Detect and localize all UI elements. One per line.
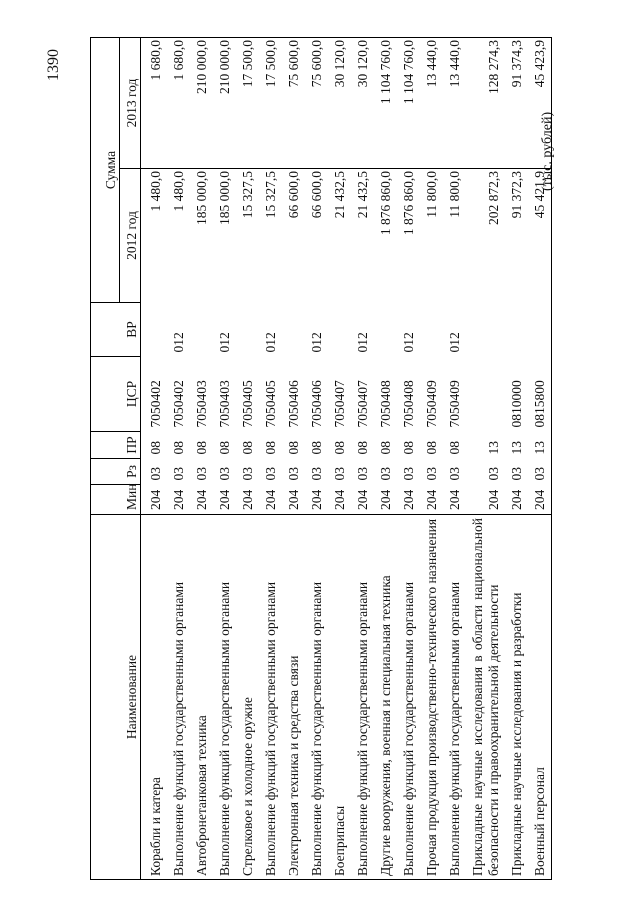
row-rz: 03 <box>194 467 209 481</box>
row-csr <box>463 357 502 432</box>
table-row <box>463 37 502 879</box>
row-name: Автобронетанковая техника <box>187 515 210 880</box>
header-pr: ПР <box>91 432 141 459</box>
row-name: Прикладные научные исследования и разработки <box>502 515 525 880</box>
row-amount-2013: 45 423,9 <box>525 37 552 168</box>
table-row <box>210 37 233 879</box>
row-amount-2012: 21 432,5 <box>348 169 371 303</box>
row-csr: 0810000 <box>509 380 524 428</box>
row-vr: 012 <box>171 332 186 353</box>
row-vr: 012 <box>401 332 416 353</box>
row-name: Выполнение функций государственными органами <box>256 515 279 880</box>
row-vr <box>233 303 256 357</box>
row-min: 204 <box>355 489 370 510</box>
row-name: Выполнение функций государственными органами <box>164 515 187 880</box>
row-amount-2013: 30 120,0 <box>348 37 371 168</box>
row-min: 204 <box>309 489 324 510</box>
row-name: Другие вооружения, военная и специальная техника <box>371 515 394 880</box>
row-amount-2013: 1 680,0 <box>141 37 165 168</box>
row-amount-2013: 17 500,0 <box>233 37 256 168</box>
row-min: 204 <box>486 489 501 510</box>
header-2012: 2012 год <box>120 169 141 303</box>
row-pr: 08 <box>240 441 255 455</box>
row-amount-2012: 1 480,0 <box>141 169 165 303</box>
table-row <box>325 37 348 879</box>
row-amount-2012: 202 872,3 <box>463 169 502 303</box>
row-name: Стрелковое и холодное оружие <box>233 515 256 880</box>
row-amount-2013: 75 600,0 <box>302 37 325 168</box>
table-row <box>525 37 552 879</box>
row-amount-2013: 13 440,0 <box>417 37 440 168</box>
row-min: 204 <box>509 489 524 510</box>
row-vr <box>325 303 348 357</box>
row-rz: 03 <box>217 467 232 481</box>
row-name: Выполнение функций государственными органами <box>210 515 233 880</box>
row-pr: 08 <box>194 441 209 455</box>
row-pr: 08 <box>424 441 439 455</box>
row-name: Прочая продукция производственно-технического назначения <box>417 515 440 880</box>
row-amount-2012: 15 327,5 <box>256 169 279 303</box>
row-rz: 03 <box>148 467 163 481</box>
row-rz: 03 <box>355 467 370 481</box>
row-pr: 13 <box>486 441 501 455</box>
row-amount-2012: 66 600,0 <box>302 169 325 303</box>
table-row <box>141 37 165 879</box>
row-vr: 012 <box>309 332 324 353</box>
row-amount-2013: 128 274,3 <box>463 37 502 168</box>
row-csr: 0815800 <box>525 357 552 432</box>
row-csr: 7050406 <box>309 380 324 428</box>
row-name: Выполнение функций государственными органами <box>302 515 325 880</box>
row-rz: 03 <box>509 467 524 481</box>
table-row <box>164 37 187 879</box>
row-amount-2013: 75 600,0 <box>279 37 302 168</box>
row-rz: 03 <box>486 467 501 481</box>
table-row <box>187 37 210 879</box>
row-amount-2013: 1 680,0 <box>164 37 187 168</box>
row-vr <box>502 303 525 357</box>
row-amount-2013: 210 000,0 <box>210 37 233 168</box>
table-row <box>233 37 256 879</box>
row-pr: 08 <box>309 441 324 455</box>
row-pr: 13 <box>525 432 552 459</box>
row-vr <box>417 303 440 357</box>
row-amount-2012: 91 372,3 <box>502 169 525 303</box>
header-min: Мин <box>91 485 141 515</box>
row-amount-2012: 1 876 860,0 <box>394 169 417 303</box>
row-rz: 03 <box>447 467 462 481</box>
row-amount-2013: 210 000,0 <box>187 37 210 168</box>
row-pr: 08 <box>148 441 163 455</box>
row-amount-2012: 11 800,0 <box>417 169 440 303</box>
row-csr: 7050408 <box>378 380 393 428</box>
row-vr <box>187 303 210 357</box>
budget-table <box>90 37 552 880</box>
header-sum: Сумма <box>91 37 120 302</box>
row-csr: 7050402 <box>148 380 163 428</box>
row-min: 204 <box>378 489 393 510</box>
row-amount-2013: 91 374,3 <box>502 37 525 168</box>
header-vr: ВР <box>91 303 141 357</box>
row-vr <box>371 303 394 357</box>
row-pr: 13 <box>509 441 524 455</box>
table-body <box>141 37 552 879</box>
row-min: 204 <box>148 489 163 510</box>
row-min: 204 <box>332 489 347 510</box>
row-min: 204 <box>171 489 186 510</box>
row-name: Военный персонал <box>525 515 552 880</box>
row-csr: 7050407 <box>332 380 347 428</box>
row-name: Выполнение функций государственными органами <box>394 515 417 880</box>
table-row <box>440 37 463 879</box>
row-vr <box>279 303 302 357</box>
row-csr: 7050406 <box>286 380 301 428</box>
row-vr: 012 <box>217 332 232 353</box>
row-pr: 08 <box>378 441 393 455</box>
row-amount-2013: 30 120,0 <box>325 37 348 168</box>
row-csr: 7050403 <box>217 380 232 428</box>
row-rz: 03 <box>286 467 301 481</box>
row-amount-2012: 15 327,5 <box>233 169 256 303</box>
units-note: (тыс. рублей) <box>540 111 555 191</box>
row-csr: 7050408 <box>401 380 416 428</box>
row-rz: 03 <box>525 459 552 485</box>
row-pr: 08 <box>447 441 462 455</box>
header-rz: Рз <box>91 459 141 485</box>
row-csr: 7050407 <box>355 380 370 428</box>
row-pr: 08 <box>263 441 278 455</box>
row-rz: 03 <box>401 467 416 481</box>
row-amount-2012: 1 480,0 <box>164 169 187 303</box>
row-amount-2012: 21 432,5 <box>325 169 348 303</box>
row-amount-2012: 45 421,9 <box>525 169 552 303</box>
row-vr: 012 <box>263 332 278 353</box>
row-pr: 08 <box>355 441 370 455</box>
row-name: Прикладные научные исследования в области национальной безопасности и правоохранительной деятельности <box>463 515 502 880</box>
row-name: Боеприпасы <box>325 515 348 880</box>
row-csr: 7050403 <box>194 380 209 428</box>
row-vr: 012 <box>355 332 370 353</box>
row-name: Выполнение функций государственными органами <box>440 515 463 880</box>
table-row <box>348 37 371 879</box>
row-pr: 08 <box>171 441 186 455</box>
row-vr <box>525 303 552 357</box>
row-pr: 08 <box>332 441 347 455</box>
row-amount-2012: 185 000,0 <box>210 169 233 303</box>
row-rz: 03 <box>332 467 347 481</box>
row-csr: 7050409 <box>447 380 462 428</box>
row-min: 204 <box>447 489 462 510</box>
row-rz: 03 <box>263 467 278 481</box>
table-row <box>302 37 325 879</box>
row-csr: 7050405 <box>263 380 278 428</box>
row-min: 204 <box>217 489 232 510</box>
row-pr: 08 <box>217 441 232 455</box>
table-row <box>417 37 440 879</box>
row-min: 204 <box>525 485 552 515</box>
row-amount-2012: 185 000,0 <box>187 169 210 303</box>
row-csr: 7050402 <box>171 380 186 428</box>
row-rz: 03 <box>171 467 186 481</box>
row-vr: 012 <box>447 332 462 353</box>
row-min: 204 <box>263 489 278 510</box>
table-row <box>256 37 279 879</box>
row-vr <box>463 303 502 357</box>
header-csr: ЦСР <box>91 357 141 432</box>
row-min: 204 <box>401 489 416 510</box>
row-amount-2013: 17 500,0 <box>256 37 279 168</box>
row-min: 204 <box>424 489 439 510</box>
row-min: 204 <box>286 489 301 510</box>
row-rz: 03 <box>378 467 393 481</box>
row-rz: 03 <box>240 467 255 481</box>
table-row <box>502 37 525 879</box>
row-min: 204 <box>194 489 209 510</box>
row-pr: 08 <box>401 441 416 455</box>
table-row <box>279 37 302 879</box>
row-amount-2012: 66 600,0 <box>279 169 302 303</box>
row-amount-2012: 1 876 860,0 <box>371 169 394 303</box>
row-rz: 03 <box>424 467 439 481</box>
page-number: 1390 <box>45 49 62 81</box>
row-csr: 7050409 <box>424 380 439 428</box>
row-amount-2012: 11 800,0 <box>440 169 463 303</box>
header-2013: 2013 год <box>120 37 141 168</box>
table-row <box>394 37 417 879</box>
row-name: Выполнение функций государственными органами <box>348 515 371 880</box>
row-amount-2013: 1 104 760,0 <box>394 37 417 168</box>
row-rz: 03 <box>309 467 324 481</box>
row-amount-2013: 1 104 760,0 <box>371 37 394 168</box>
row-csr: 7050405 <box>240 380 255 428</box>
row-vr <box>141 303 165 357</box>
row-pr: 08 <box>286 441 301 455</box>
row-name: Электронная техника и средства связи <box>279 515 302 880</box>
table-row <box>371 37 394 879</box>
row-amount-2013: 13 440,0 <box>440 37 463 168</box>
row-min: 204 <box>240 489 255 510</box>
header-name: Наименование <box>91 515 141 880</box>
row-name: Корабли и катера <box>141 515 165 880</box>
